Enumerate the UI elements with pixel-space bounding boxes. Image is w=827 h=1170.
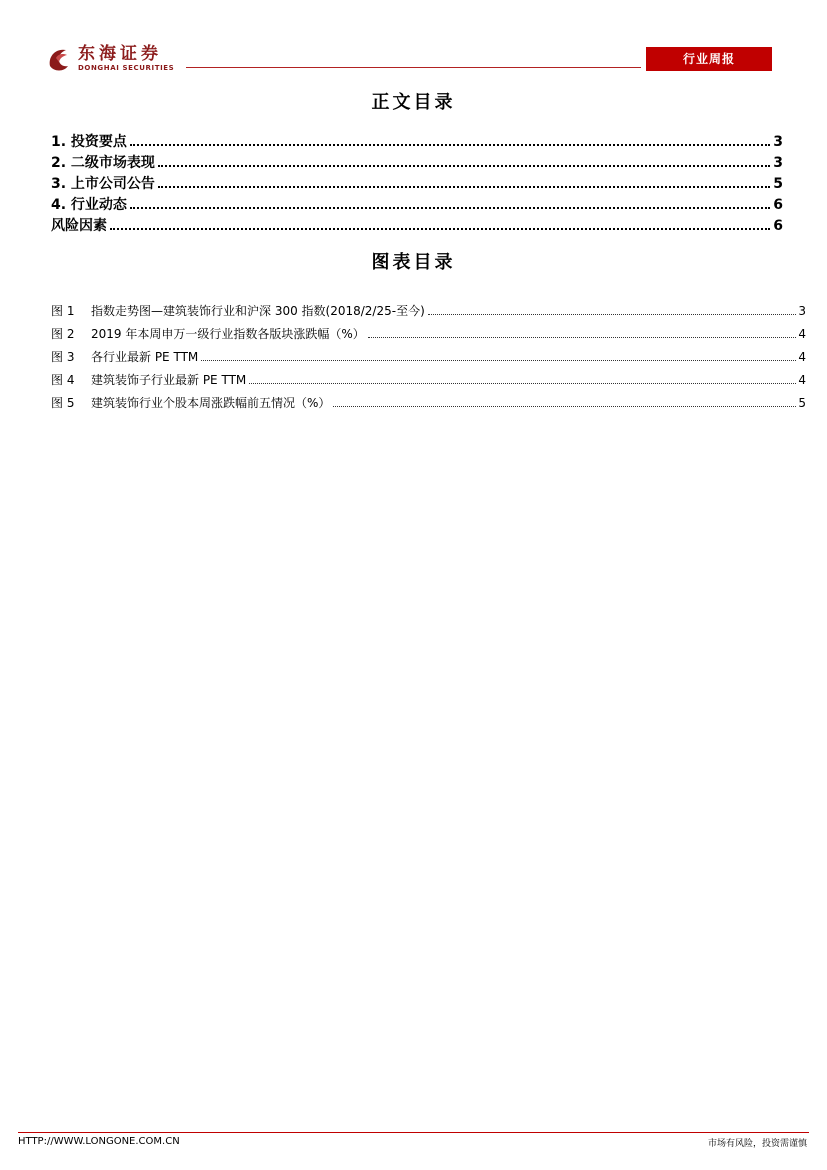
toc-leader-dots bbox=[130, 207, 770, 209]
toc-title: 正文目录 bbox=[371, 92, 456, 113]
figure-item[interactable] bbox=[51, 302, 806, 325]
figure-number: 图 4 bbox=[51, 373, 75, 387]
toc-item-label: 风险因素 bbox=[51, 218, 107, 234]
figure-label: 建筑装饰行业个股本周涨跌幅前五情况（%） bbox=[91, 396, 331, 410]
figure-page: 4 bbox=[798, 350, 806, 364]
figure-number: 图 2 bbox=[51, 327, 75, 341]
toc-leader-dots bbox=[110, 228, 770, 230]
figure-leader-dots bbox=[428, 314, 797, 315]
toc-item-label: 3. 上市公司公告 bbox=[51, 176, 155, 192]
toc-item-page: 6 bbox=[773, 197, 783, 213]
toc-item-label: 1. 投资要点 bbox=[51, 134, 127, 150]
report-type-badge: 行业周报 bbox=[646, 47, 772, 71]
toc-leader-dots bbox=[158, 186, 770, 188]
toc-leader-dots bbox=[130, 144, 770, 146]
logo-english-name: DONGHAI SECURITIES bbox=[78, 64, 175, 72]
figures-title: 图表目录 bbox=[371, 252, 456, 273]
toc-item-page: 5 bbox=[773, 176, 783, 192]
toc-item-page: 6 bbox=[773, 218, 783, 234]
footer-disclaimer: 市场有风险，投资需谨慎 bbox=[707, 1139, 807, 1149]
logo-chinese-name: 东海证券 bbox=[78, 44, 162, 64]
toc-item[interactable] bbox=[51, 131, 783, 152]
figure-number: 图 3 bbox=[51, 350, 75, 364]
figure-leader-dots bbox=[249, 383, 796, 384]
toc-item[interactable] bbox=[51, 215, 783, 236]
figure-number: 图 1 bbox=[51, 304, 75, 318]
figure-item[interactable] bbox=[51, 325, 806, 348]
list-of-figures bbox=[51, 302, 806, 417]
figure-item[interactable] bbox=[51, 348, 806, 371]
company-logo bbox=[44, 44, 204, 74]
figure-leader-dots bbox=[201, 360, 796, 361]
toc-item-page: 3 bbox=[773, 134, 783, 150]
figure-label: 指数走势图—建筑装饰行业和沪深 300 指数(2018/2/25-至今) bbox=[91, 304, 425, 318]
figure-label: 2019 年本周申万一级行业指数各版块涨跌幅（%） bbox=[91, 327, 365, 341]
figure-page: 3 bbox=[798, 304, 806, 318]
figure-item[interactable] bbox=[51, 371, 806, 394]
figure-label: 建筑装饰子行业最新 PE TTM bbox=[91, 373, 247, 387]
toc-item-label: 4. 行业动态 bbox=[51, 197, 127, 213]
header-divider bbox=[186, 67, 641, 68]
figure-page: 4 bbox=[798, 373, 806, 387]
toc-item-page: 3 bbox=[773, 155, 783, 171]
toc-item[interactable] bbox=[51, 152, 783, 173]
toc-item[interactable] bbox=[51, 194, 783, 215]
figure-leader-dots bbox=[333, 406, 796, 407]
toc-item-label: 2. 二级市场表现 bbox=[51, 155, 155, 171]
footer-website-link[interactable]: HTTP://WWW.LONGONE.COM.CN bbox=[18, 1136, 180, 1147]
footer-divider bbox=[18, 1132, 809, 1133]
table-of-contents bbox=[51, 131, 783, 236]
figure-leader-dots bbox=[368, 337, 797, 338]
company-logo-icon bbox=[44, 44, 74, 74]
toc-leader-dots bbox=[158, 165, 770, 167]
figure-page: 4 bbox=[798, 327, 806, 341]
figure-label: 各行业最新 PE TTM bbox=[91, 350, 199, 364]
figure-page: 5 bbox=[798, 396, 806, 410]
figure-item[interactable] bbox=[51, 394, 806, 417]
toc-item[interactable] bbox=[51, 173, 783, 194]
figure-number: 图 5 bbox=[51, 396, 75, 410]
